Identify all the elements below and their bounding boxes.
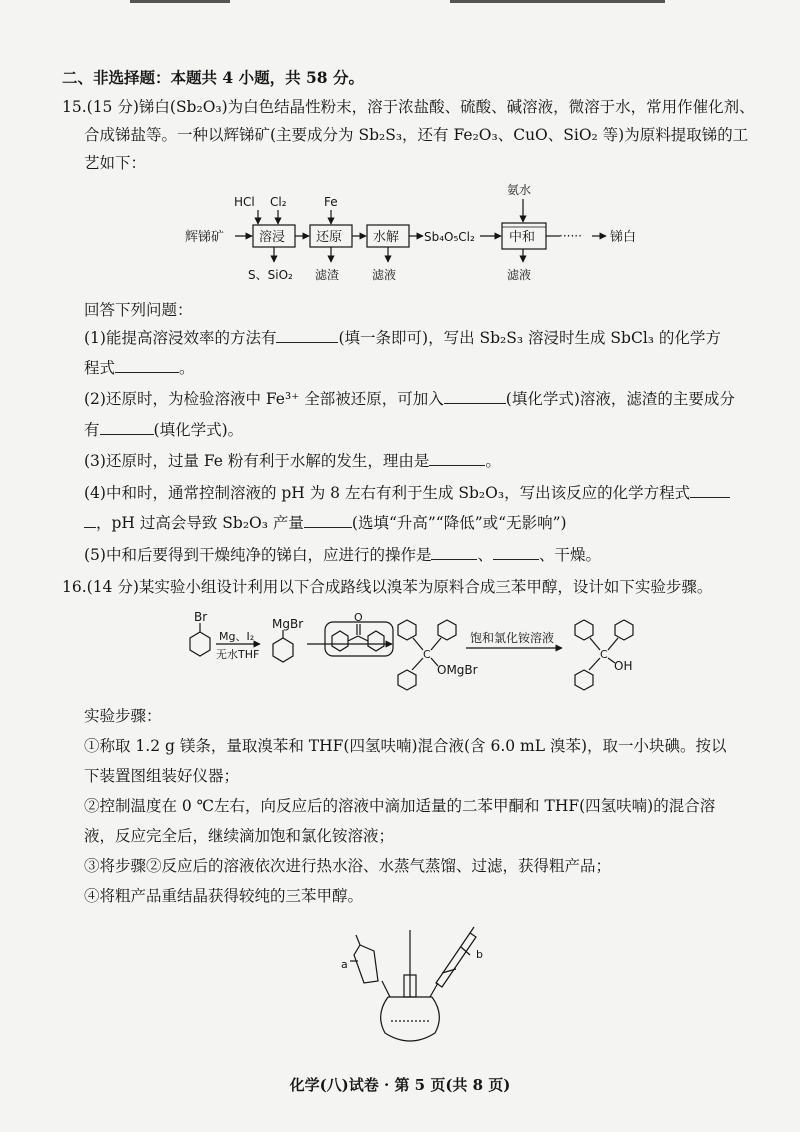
flow-raw-material: 辉锑矿 bbox=[185, 230, 225, 245]
q15-p5-text-c: 、干燥。 bbox=[538, 546, 601, 564]
section-heading: 二、非选择题：本题共 4 小题，共 58 分。 bbox=[62, 68, 364, 87]
apparatus-diagram bbox=[330, 925, 500, 1050]
q15-p5-text-b: 、 bbox=[477, 546, 493, 564]
benzene-ring bbox=[332, 631, 348, 651]
flow-step-reduction: 还原 bbox=[316, 230, 343, 245]
flow-cl2-label: Cl₂ bbox=[270, 195, 287, 209]
step-1-line-1: ①称取 1.2 g 镁条，量取溴苯和 THF(四氢呋喃)混合液(含 6.0 mL 溴苯)，取一小块碘。按以 bbox=[84, 737, 727, 755]
flow-step-neutralization: 中和 bbox=[509, 230, 536, 245]
q15-p1-text-d: 。 bbox=[179, 359, 195, 377]
q15-p5-text-a: (5)中和后要得到干燥纯净的锑白，应进行的操作是 bbox=[84, 546, 432, 564]
q15-p2-text-a: (2)还原时，为检验溶液中 Fe³⁺ 全部被还原，可加入 bbox=[84, 390, 444, 408]
process-flow-diagram bbox=[0, 0, 800, 300]
flow-step-leaching: 溶浸 bbox=[259, 230, 286, 245]
q15-part-4-line-2 bbox=[84, 513, 567, 533]
step-2-line-1: ②控制温度在 0 ℃左右，向反应后的溶液中滴加适量的二苯甲酮和 THF(四氢呋喃)的混合溶 bbox=[84, 797, 716, 815]
scheme-omgbr-label: OMgBr bbox=[437, 663, 478, 677]
scheme-carbon-label-2: C bbox=[600, 648, 608, 661]
flow-ammonia-label: 氨水 bbox=[507, 183, 532, 197]
scheme-mgbr-label: MgBr bbox=[272, 617, 304, 631]
benzene-ring bbox=[438, 620, 456, 640]
q15-p3-text-b: 。 bbox=[485, 452, 501, 470]
step-3: ③将步骤②反应后的溶液依次进行热水浴、水蒸气蒸馏、过滤，获得粗产品； bbox=[84, 857, 612, 875]
scheme-reagent-bottom: 无水THF bbox=[216, 648, 260, 661]
flow-step-hydrolysis: 水解 bbox=[373, 230, 400, 245]
q15-p4-text-b: ，pH 过高会导致 Sb₂O₃ 产量 bbox=[96, 514, 304, 532]
q15-intro-line-3: 艺如下： bbox=[84, 154, 147, 172]
q15-intro-line-1: 15.(15 分)锑白(Sb₂O₃)为白色结晶性粉末，溶于浓盐酸、硫酸、碱溶液，微溶于水，常用作催化剂、 bbox=[62, 98, 755, 116]
answer-blank[interactable] bbox=[431, 545, 477, 560]
q15-part-2-line-2 bbox=[84, 420, 243, 440]
answer-blank[interactable] bbox=[304, 513, 352, 528]
scheme-reagent-top: Mg、I₂ bbox=[219, 630, 255, 643]
q15-p4-text-a: (4)中和时，通常控制溶液的 pH 为 8 左右有利于生成 Sb₂O₃，写出该反应的化学方程式 bbox=[84, 484, 691, 502]
scheme-oh-label: OH bbox=[614, 659, 633, 673]
answer-blank[interactable] bbox=[84, 513, 96, 528]
q15-p3-text-a: (3)还原时，过量 Fe 粉有利于水解的发生，理由是 bbox=[84, 452, 430, 470]
q15-p1-text-c: 程式 bbox=[84, 359, 116, 377]
q15-p2-text-c: 有 bbox=[84, 421, 100, 439]
q15-part-1-line-1 bbox=[84, 328, 721, 348]
q15-p4-text-c: (选填“升高”“降低”或“无影响”) bbox=[351, 514, 567, 532]
scheme-br-label: Br bbox=[194, 610, 208, 624]
flow-fe-label: Fe bbox=[324, 195, 338, 209]
benzene-ring bbox=[575, 620, 593, 640]
scheme-nh4cl-label: 饱和氯化铵溶液 bbox=[470, 631, 555, 645]
step-1-line-2: 下装置图组装好仪器； bbox=[84, 767, 240, 785]
q15-part-5 bbox=[84, 545, 601, 565]
q15-intro-line-2: 合成锑盐等。一种以辉锑矿(主要成分为 Sb₂S₃，还有 Fe₂O₃、CuO、SiO₂ 等)为原料提取锑的工 bbox=[84, 126, 749, 144]
q15-part-4-line-1 bbox=[84, 483, 730, 503]
flow-dots: ······ bbox=[559, 229, 582, 243]
benzene-ring bbox=[615, 620, 633, 640]
flow-out-residue: 滤渣 bbox=[315, 268, 340, 282]
q16-intro: 16.(14 分)某实验小组设计利用以下合成路线以溴苯为原料合成三苯甲醇，设计如下实验步骤。 bbox=[62, 578, 713, 596]
answer-blank[interactable] bbox=[115, 358, 179, 373]
page-footer: 化学(八)试卷 · 第 5 页(共 8 页) bbox=[289, 1076, 511, 1094]
flow-hcl-label: HCl bbox=[234, 195, 255, 209]
benzene-ring bbox=[398, 620, 416, 640]
apparatus-label-a: a bbox=[341, 958, 348, 971]
answer-blank[interactable] bbox=[100, 420, 154, 435]
q15-p1-text-b: (填一条即可)，写出 Sb₂S₃ 溶浸时生成 SbCl₃ 的化学方 bbox=[338, 329, 721, 347]
synthesis-scheme bbox=[0, 600, 800, 700]
apparatus-label-b: b bbox=[476, 948, 483, 961]
benzene-ring bbox=[368, 631, 384, 651]
step-4: ④将粗产品重结晶获得较纯的三苯甲醇。 bbox=[84, 887, 364, 905]
flow-intermediate: Sb₄O₅Cl₂ bbox=[424, 230, 475, 244]
q15-p2-text-d: (填化学式)。 bbox=[153, 421, 244, 439]
flow-out-filtrate-2: 滤液 bbox=[507, 268, 532, 282]
q15-part-3 bbox=[84, 451, 501, 471]
answer-blank[interactable] bbox=[690, 483, 730, 498]
steps-heading: 实验步骤： bbox=[84, 707, 162, 725]
q15-part-2-line-1 bbox=[84, 389, 735, 409]
q15-part-1-line-2 bbox=[84, 358, 195, 378]
answer-blank[interactable] bbox=[429, 451, 485, 466]
benzene-ring bbox=[190, 632, 210, 656]
scheme-carbon-label: C bbox=[423, 648, 431, 661]
flow-product: 锑白 bbox=[610, 230, 637, 245]
q15-p1-text-a: (1)能提高溶浸效率的方法有 bbox=[84, 329, 277, 347]
flow-out-s-sio2: S、SiO₂ bbox=[248, 268, 293, 282]
scheme-oxygen-label: O bbox=[354, 611, 363, 624]
answer-blank[interactable] bbox=[444, 389, 506, 404]
benzene-ring bbox=[575, 670, 593, 690]
benzene-ring bbox=[398, 670, 416, 690]
answer-blank[interactable] bbox=[276, 328, 338, 343]
flow-out-filtrate-1: 滤液 bbox=[372, 268, 397, 282]
answer-blank[interactable] bbox=[493, 545, 539, 560]
answer-prompt: 回答下列问题： bbox=[84, 301, 193, 319]
q15-p2-text-b: (填化学式)溶液，滤渣的主要成分 bbox=[505, 390, 735, 408]
benzene-ring bbox=[273, 638, 293, 662]
step-2-line-2: 液，反应完全后，继续滴加饱和氯化铵溶液； bbox=[84, 827, 395, 845]
